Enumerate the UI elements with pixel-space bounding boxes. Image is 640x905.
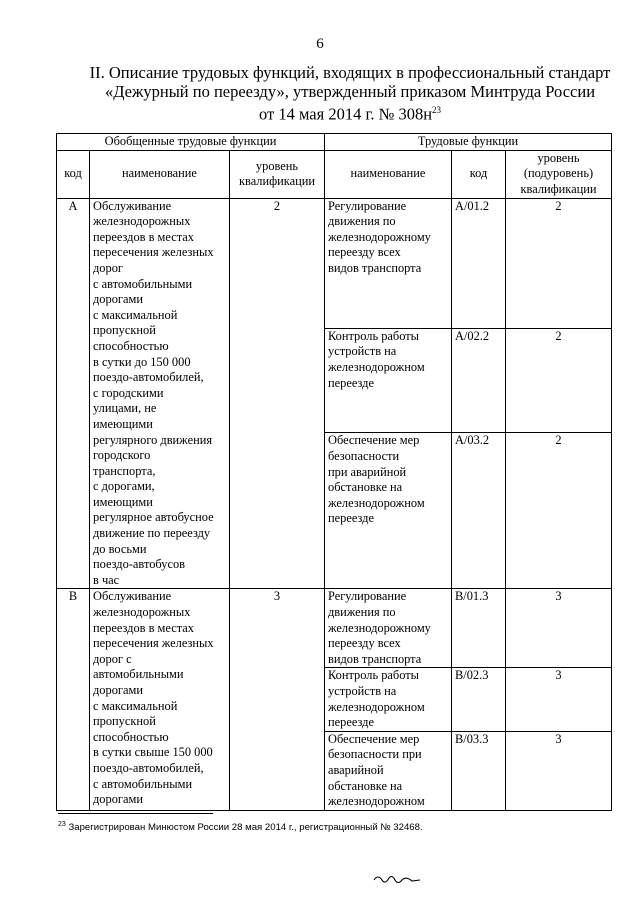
generalized-name-line: Обслуживание [93, 198, 172, 213]
generalized-name-line: регулярного движения [93, 432, 213, 447]
labor-function-name-line: переезде [328, 375, 374, 390]
header-level: уровень квалификации [230, 150, 325, 198]
generalized-name-line: с дорогами, [93, 479, 155, 494]
generalized-function-name [90, 589, 230, 810]
labor-function-name [325, 731, 452, 810]
labor-function-name [325, 589, 452, 668]
labor-function-name [325, 433, 452, 589]
generalized-name-line: регулярное автобусное [93, 510, 214, 525]
labor-function-name-line: железнодорожному [328, 620, 431, 635]
labor-function-name-line: видов транспорта [328, 260, 422, 275]
generalized-name-line: с максимальной [93, 307, 178, 322]
labor-function-name-line: переезде [328, 715, 374, 730]
generalized-name-line: пропускной [93, 714, 156, 729]
labor-function-name-line: переезду всех [328, 636, 401, 651]
generalized-function-level: 3 [230, 589, 325, 810]
labor-function-level: 3 [506, 731, 612, 810]
header-function-level: уровень (подуровень) квалификации [506, 150, 612, 198]
labor-function-name-line: безопасности при [328, 747, 422, 762]
footnote-reference: 23 [432, 105, 442, 115]
labor-function-name-line: железнодорожном [328, 360, 425, 375]
generalized-name-line: в сутки свыше 150 000 [93, 745, 213, 760]
generalized-name-line: имеющими [93, 494, 153, 509]
header-function-code: код [452, 150, 506, 198]
generalized-function-code: А [57, 198, 90, 589]
labor-function-name-line: Регулирование [328, 589, 407, 604]
labor-function-name-line: видов транспорта [328, 651, 422, 666]
labor-function-level: 3 [506, 668, 612, 731]
labor-function-name-line: устройств на [328, 684, 397, 698]
header-code: код [57, 150, 90, 198]
labor-function-level: 2 [506, 198, 612, 328]
generalized-name-line: железнодорожных [93, 605, 191, 620]
labor-function-level: 2 [506, 433, 612, 589]
labor-function-level: 3 [506, 589, 612, 668]
labor-function-code: В/01.3 [452, 589, 506, 668]
generalized-name-line: в сутки до 150 000 [93, 354, 191, 369]
generalized-name-line: улицами, не [93, 401, 157, 416]
labor-function-name-line: безопасности [328, 449, 400, 464]
labor-function-code: В/02.3 [452, 668, 506, 731]
labor-function-name-line: движения по [328, 214, 396, 229]
table-row [57, 589, 612, 668]
generalized-name-line: транспорта, [93, 463, 156, 478]
generalized-name-line: с городскими [93, 385, 164, 400]
footnote-separator [58, 813, 213, 814]
header-generalized-functions: Обобщенные трудовые функции [57, 134, 325, 151]
labor-function-name-line: Обеспечение мер [328, 433, 420, 448]
generalized-name-line: поездо-автомобилей, [93, 370, 204, 385]
title-date: от 14 мая 2014 г. № 308н [258, 104, 433, 124]
title-line-3 [60, 101, 640, 124]
generalized-name-line: с автомобильными [93, 776, 193, 791]
labor-functions-table [56, 133, 612, 811]
generalized-name-line: дорогами [93, 292, 143, 307]
header-name: наименование [90, 150, 230, 198]
labor-function-name-line: переезду всех [328, 245, 401, 260]
generalized-name-line: движение по переезду [93, 526, 211, 541]
generalized-name-line: дорог [93, 260, 123, 275]
generalized-name-line: дорогами [93, 792, 143, 807]
generalized-name-line: дорог с [93, 651, 132, 666]
labor-function-name-line: Регулирование [328, 198, 407, 213]
header-function-name: наименование [325, 150, 452, 198]
labor-function-level: 2 [506, 328, 612, 433]
generalized-name-line: имеющими [93, 416, 153, 431]
title-line-1: II. Описание трудовых функций, входящих в профессиональный стандарт [89, 63, 611, 82]
generalized-name-line: пересечения железных [93, 245, 214, 260]
generalized-name-line: пересечения железных [93, 636, 214, 651]
generalized-name-line: поездо-автомобилей, [93, 760, 204, 775]
header-labor-functions: Трудовые функции [325, 134, 612, 151]
generalized-name-line: в час [93, 572, 120, 587]
labor-function-code: А/02.2 [452, 328, 506, 433]
labor-function-name [325, 198, 452, 328]
generalized-function-level: 2 [230, 198, 325, 589]
generalized-name-line: с максимальной [93, 698, 178, 713]
labor-function-name-line: железнодорожном [328, 794, 425, 809]
generalized-name-line: поездо-автобусов [93, 557, 185, 572]
section-title [60, 63, 640, 124]
labor-function-name-line: обстановке на [328, 480, 403, 495]
footnote-text: Зарегистрирован Минюстом России 28 мая 2014 г., регистрационный № 32468. [68, 822, 423, 834]
generalized-name-line: дорогами [93, 683, 143, 697]
labor-function-name-line: железнодорожном [328, 495, 425, 510]
generalized-name-line: железнодорожных [93, 214, 191, 229]
generalized-function-name [90, 198, 230, 589]
table-row [57, 198, 612, 328]
labor-function-code: А/01.2 [452, 198, 506, 328]
labor-function-name-line: движения по [328, 605, 396, 620]
generalized-name-line: способностью [93, 729, 169, 744]
generalized-function-code: В [57, 589, 90, 810]
labor-function-name-line: Обеспечение мер [328, 731, 420, 746]
labor-function-name-line: Контроль работы [328, 668, 419, 683]
labor-function-name-line: переезде [328, 511, 374, 526]
labor-function-name-line: устройств на [328, 344, 397, 359]
generalized-name-line: способностью [93, 338, 169, 353]
labor-function-name-line: обстановке на [328, 778, 403, 793]
labor-function-name [325, 668, 452, 731]
generalized-name-line: с автомобильными [93, 276, 193, 291]
handwritten-mark [370, 868, 430, 888]
generalized-name-line: Обслуживание [93, 589, 172, 604]
title-line-2: «Дежурный по переезду», утвержденный приказом Минтруда России [104, 82, 596, 101]
generalized-name-line: автомобильными [93, 667, 184, 682]
labor-function-name-line: при аварийной [328, 464, 407, 479]
generalized-name-line: переездов в местах [93, 229, 194, 244]
footnote [58, 821, 423, 833]
labor-function-name-line: аварийной [328, 762, 384, 777]
generalized-name-line: пропускной [93, 323, 156, 338]
labor-function-name [325, 328, 452, 433]
labor-function-name-line: Контроль работы [328, 328, 419, 343]
labor-function-name-line: железнодорожному [328, 229, 431, 244]
generalized-name-line: до восьми [93, 541, 147, 556]
labor-function-name-line: железнодорожном [328, 699, 425, 714]
generalized-name-line: переездов в местах [93, 620, 194, 635]
labor-function-code: А/03.2 [452, 433, 506, 589]
footnote-mark: 23 [58, 821, 66, 828]
labor-function-code: В/03.3 [452, 731, 506, 810]
page-number: 6 [316, 36, 324, 52]
generalized-name-line: городского [93, 448, 151, 463]
